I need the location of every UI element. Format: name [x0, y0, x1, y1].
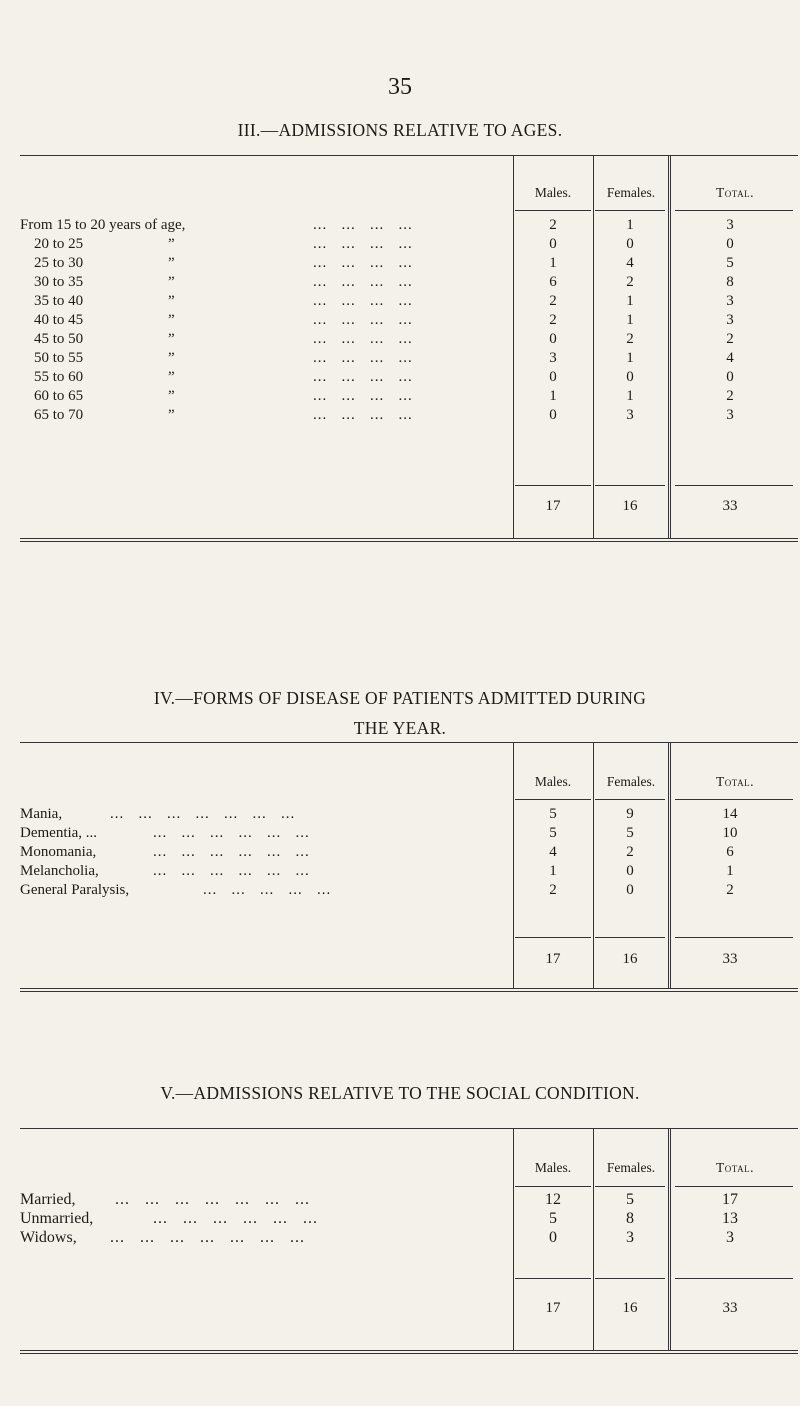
cell-males: 5: [549, 825, 557, 841]
ditto-mark: ”: [168, 388, 175, 404]
table-row: [20, 254, 798, 273]
ditto-mark: ”: [168, 293, 175, 309]
cell-males: 5: [549, 1210, 557, 1227]
cell-total: 2: [726, 331, 734, 347]
cell-females: 2: [626, 274, 634, 290]
cell-total: 0: [726, 236, 734, 252]
cell-females: 1: [626, 350, 634, 366]
table-row: [20, 216, 798, 235]
header-females: Females.: [606, 185, 656, 200]
leader-dots: ... ... ... ... ...: [203, 882, 332, 898]
table-row: [20, 1209, 798, 1228]
leader-dots: ... ... ... ...: [313, 388, 413, 404]
row-label: 65 to 70: [34, 407, 84, 423]
leader-dots: ... ... ... ... ... ...: [153, 844, 310, 860]
table-row: [20, 235, 798, 254]
row-label: 55 to 60: [34, 369, 84, 385]
cell-males: 0: [549, 1229, 557, 1246]
table-row: [20, 311, 798, 330]
cell-males: 2: [549, 882, 557, 898]
cell-total: 8: [726, 274, 734, 290]
sum-total: 33: [722, 1300, 738, 1316]
cell-males: 1: [549, 388, 557, 404]
row-label: 35 to 40: [34, 293, 84, 309]
table-row: [20, 330, 798, 349]
cell-total: 4: [726, 350, 734, 366]
sum-males: 17: [545, 951, 561, 967]
leader-dots: ... ... ... ...: [313, 255, 413, 271]
ditto-mark: ”: [168, 407, 175, 423]
cell-males: 2: [549, 293, 557, 309]
cell-males: 0: [549, 407, 557, 423]
cell-females: 8: [626, 1210, 634, 1227]
ditto-mark: ”: [168, 312, 175, 328]
cell-total: 3: [726, 407, 734, 423]
header-males: Males.: [534, 774, 572, 789]
cell-males: 3: [549, 350, 557, 366]
cell-females: 5: [626, 1191, 634, 1208]
heading-line: IV.—FORMS OF DISEASE OF PATIENTS ADMITTED DURING: [153, 688, 647, 708]
table-row: [20, 824, 798, 843]
row-label: 20 to 25: [34, 236, 84, 252]
cell-males: 0: [549, 369, 557, 385]
row-label: Married,: [20, 1191, 76, 1208]
sum-females: 16: [622, 498, 638, 514]
cell-females: 0: [626, 369, 634, 385]
cell-total: 1: [726, 863, 734, 879]
cell-total: 17: [722, 1191, 738, 1208]
row-label: From 15 to 20 years of age,: [20, 217, 186, 233]
leader-dots: ... ... ... ... ... ...: [153, 1210, 318, 1227]
row-label: 30 to 35: [34, 274, 84, 290]
leader-dots: ... ... ... ...: [313, 331, 413, 347]
leader-dots: ... ... ... ...: [313, 274, 413, 290]
row-label: 25 to 30: [34, 255, 84, 271]
row-label: Melancholia,: [20, 863, 99, 879]
leader-dots: ... ... ... ... ... ...: [153, 863, 310, 879]
row-label: 60 to 65: [34, 388, 84, 404]
table-row: [20, 368, 798, 387]
ditto-mark: ”: [168, 274, 175, 290]
row-label: Mania,: [20, 806, 63, 822]
cell-total: 2: [726, 388, 734, 404]
ditto-mark: ”: [168, 331, 175, 347]
table-row: [20, 387, 798, 406]
table-row: [20, 406, 798, 425]
cell-males: 2: [549, 312, 557, 328]
cell-females: 3: [626, 407, 634, 423]
cell-total: 3: [726, 312, 734, 328]
heading-line: V.—ADMISSIONS RELATIVE TO THE SOCIAL CONDITION.: [160, 1083, 640, 1103]
social-condition-table: [20, 1128, 798, 1358]
sum-total: 33: [722, 498, 738, 514]
leader-dots: ... ... ... ... ... ... ...: [110, 806, 296, 822]
cell-total: 3: [726, 217, 734, 233]
row-label: 40 to 45: [34, 312, 84, 328]
leader-dots: ... ... ... ...: [313, 407, 413, 423]
section-heading-ages: [0, 115, 800, 145]
cell-females: 1: [626, 312, 634, 328]
cell-females: 0: [626, 882, 634, 898]
header-males: Males.: [534, 1160, 572, 1175]
table-row: [20, 1228, 798, 1247]
leader-dots: ... ... ... ...: [313, 217, 413, 233]
cell-total: 3: [726, 293, 734, 309]
cell-males: 0: [549, 236, 557, 252]
leader-dots: ... ... ... ...: [313, 236, 413, 252]
leader-dots: ... ... ... ... ... ...: [153, 825, 310, 841]
sum-males: 17: [545, 498, 561, 514]
cell-total: 0: [726, 369, 734, 385]
heading-line: THE YEAR.: [353, 718, 447, 738]
cell-males: 12: [545, 1191, 561, 1208]
header-total: Total.: [716, 774, 754, 789]
cell-females: 0: [626, 236, 634, 252]
cell-females: 4: [626, 255, 634, 271]
leader-dots: ... ... ... ...: [313, 312, 413, 328]
cell-total: 6: [726, 844, 734, 860]
cell-males: 2: [549, 217, 557, 233]
table-row: [20, 292, 798, 311]
sum-females: 16: [622, 1300, 638, 1316]
leader-dots: ... ... ... ...: [313, 369, 413, 385]
cell-total: 13: [722, 1210, 738, 1227]
diseases-table: [20, 742, 798, 992]
cell-males: 5: [549, 806, 557, 822]
ditto-mark: ”: [168, 369, 175, 385]
ditto-mark: ”: [168, 255, 175, 271]
sum-total: 33: [722, 951, 738, 967]
sum-females: 16: [622, 951, 638, 967]
cell-females: 0: [626, 863, 634, 879]
row-label: 50 to 55: [34, 350, 84, 366]
row-label: Widows,: [20, 1229, 77, 1246]
cell-females: 2: [626, 844, 634, 860]
header-females: Females.: [606, 774, 656, 789]
table-row: [20, 273, 798, 292]
section-heading-social-condition: [0, 1078, 800, 1108]
leader-dots: ... ... ... ... ... ... ...: [110, 1229, 305, 1246]
table-row: [20, 862, 798, 881]
sum-males: 17: [545, 1300, 561, 1316]
row-label: General Paralysis,: [20, 882, 130, 898]
cell-females: 3: [626, 1229, 634, 1246]
page-number: 35: [388, 74, 412, 100]
ditto-mark: ”: [168, 236, 175, 252]
cell-females: 1: [626, 388, 634, 404]
cell-females: 1: [626, 293, 634, 309]
leader-dots: ... ... ... ...: [313, 293, 413, 309]
cell-total: 5: [726, 255, 734, 271]
table-row: [20, 843, 798, 862]
cell-females: 5: [626, 825, 634, 841]
cell-total: 10: [722, 825, 738, 841]
header-females: Females.: [606, 1160, 656, 1175]
table-row: [20, 881, 798, 900]
cell-males: 1: [549, 863, 557, 879]
cell-total: 2: [726, 882, 734, 898]
table-row: [20, 805, 798, 824]
header-total: Total.: [716, 185, 754, 200]
cell-males: 6: [549, 274, 557, 290]
cell-total: 3: [726, 1229, 734, 1246]
header-total: Total.: [716, 1160, 754, 1175]
table-row: [20, 349, 798, 368]
row-label: Unmarried,: [20, 1210, 94, 1227]
row-label: 45 to 50: [34, 331, 84, 347]
table-row: [20, 1190, 798, 1209]
cell-males: 0: [549, 331, 557, 347]
ditto-mark: ”: [168, 350, 175, 366]
cell-females: 1: [626, 217, 634, 233]
cell-males: 1: [549, 255, 557, 271]
cell-total: 14: [722, 806, 738, 822]
leader-dots: ... ... ... ...: [313, 350, 413, 366]
ages-table: [20, 155, 798, 545]
leader-dots: ... ... ... ... ... ... ...: [115, 1191, 310, 1208]
section-heading-diseases: [0, 683, 800, 743]
cell-males: 4: [549, 844, 557, 860]
row-label: Dementia, ...: [20, 825, 98, 841]
cell-females: 2: [626, 331, 634, 347]
heading-line: III.—ADMISSIONS RELATIVE TO AGES.: [237, 120, 563, 140]
row-label: Monomania,: [20, 844, 97, 860]
cell-females: 9: [626, 806, 634, 822]
header-males: Males.: [534, 185, 572, 200]
